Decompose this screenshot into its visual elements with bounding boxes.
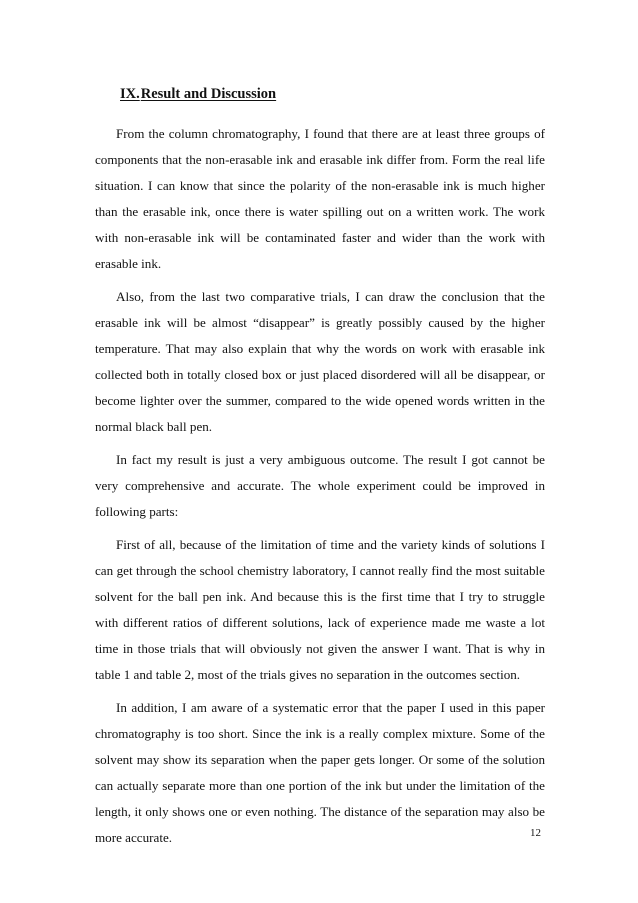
- paragraph-ambiguous-outcome: In fact my result is just a very ambiguous outcome. The result I got cannot be very comprehensive and accurate. The whole experiment could be improved in following parts:: [95, 452, 545, 519]
- paragraph-systematic-error: In addition, I am aware of a systematic error that the paper I used in this paper chromatography is too short. Since the ink is a really complex mixture. Some of the solvent may show its separation when the paper gets longer. Or some of the solution can actually separate more than one portion of the ink but under the limitation of the length, it only shows one or even nothing. The distance of the separation may also be more accurate.: [95, 700, 545, 845]
- body-text: [95, 121, 545, 858]
- page-number: 12: [530, 827, 541, 839]
- paragraph-column-chromatography: From the column chromatography, I found that there are at least three groups of components that the non-erasable ink and erasable ink differ from. Form the real life situation. I can know that since the polarity of the non-erasable ink is much higher than the erasable ink, once there is water spilling out on a written work. The work with non-erasable ink will be contaminated faster and wider than the work with erasable ink.: [95, 126, 545, 271]
- paragraph-comparative-trials: Also, from the last two comparative trials, I can draw the conclusion that the erasable ink will be almost “disappear” is greatly possibly caused by the higher temperature. That may also explain that why the words on work with erasable ink collected both in totally closed box or just placed disordered will all be disappear, or become lighter over the summer, compared to the wide opened words written in the normal black ball pen.: [95, 289, 545, 434]
- section-title: Result and Discussion: [140, 86, 277, 102]
- section-number: IX.: [120, 86, 140, 102]
- paragraph-limitation-of-time: First of all, because of the limitation of time and the variety kinds of solutions I can get through the school chemistry laboratory, I cannot really find the most suitable solvent for the ball pen ink. And because this is the first time that I try to struggle with different ratios of different solutions, lack of experience made me waste a lot time in those trials that will obviously not given the answer I want. That is why in table 1 and table 2, most of the trials gives no separation in the outcomes section.: [95, 537, 545, 682]
- section-heading: [120, 86, 276, 103]
